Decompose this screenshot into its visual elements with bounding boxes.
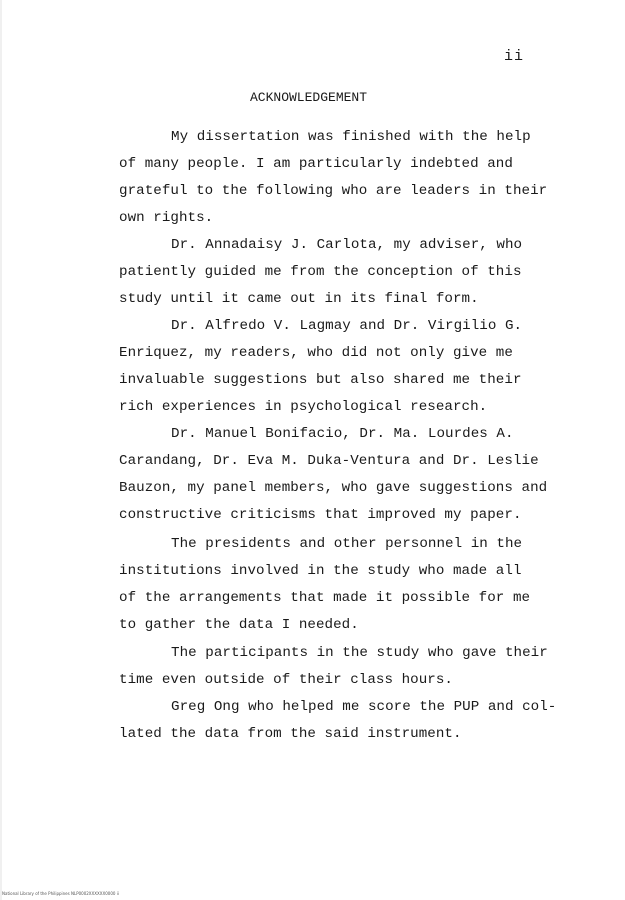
page-title: ACKNOWLEDGEMENT <box>250 90 368 105</box>
paragraph-3-line-3: invaluable suggestions but also shared me their <box>119 372 522 388</box>
paragraph-6-line-1: The participants in the study who gave their <box>171 645 548 661</box>
paragraph-4-line-4: constructive criticisms that improved my paper. <box>119 507 522 523</box>
library-footer: National Library of the Philippines NLP0002XXXXXX0000 ii <box>2 891 119 896</box>
paragraph-6-line-2: time even outside of their class hours. <box>119 672 453 688</box>
paragraph-3-line-4: rich experiences in psychological research. <box>119 399 488 415</box>
paragraph-1-line-4: own rights. <box>119 210 214 226</box>
paragraph-3-line-2: Enriquez, my readers, who did not only give me <box>119 345 513 361</box>
paragraph-3-line-1: Dr. Alfredo V. Lagmay and Dr. Virgilio G. <box>171 318 523 334</box>
paragraph-5-line-1: The presidents and other personnel in the <box>171 536 523 552</box>
paragraph-5-line-3: of the arrangements that made it possible for me <box>119 590 531 606</box>
paragraph-1-line-3: grateful to the following who are leaders in their <box>119 183 548 199</box>
paragraph-5-line-2: institutions involved in the study who made all <box>119 563 522 579</box>
paragraph-4-line-1: Dr. Manuel Bonifacio, Dr. Ma. Lourdes A. <box>171 426 514 442</box>
paragraph-1-line-2: of many people. I am particularly indebted and <box>119 156 513 172</box>
paragraph-2-line-1: Dr. Annadaisy J. Carlota, my adviser, who <box>171 237 523 253</box>
paragraph-2-line-3: study until it came out in its final form. <box>119 291 479 307</box>
page-number: ii <box>504 48 525 65</box>
page-left-edge <box>0 0 2 900</box>
paragraph-4-line-2: Carandang, Dr. Eva M. Duka-Ventura and Dr. Leslie <box>119 453 539 469</box>
paragraph-4-line-3: Bauzon, my panel members, who gave suggestions and <box>119 480 548 496</box>
paragraph-7-line-1: Greg Ong who helped me score the PUP and col- <box>171 699 557 715</box>
paragraph-7-line-2: lated the data from the said instrument. <box>119 726 462 742</box>
paragraph-1-line-1: My dissertation was finished with the help <box>171 129 531 145</box>
paragraph-5-line-4: to gather the data I needed. <box>119 617 359 633</box>
paragraph-2-line-2: patiently guided me from the conception of this <box>119 264 522 280</box>
